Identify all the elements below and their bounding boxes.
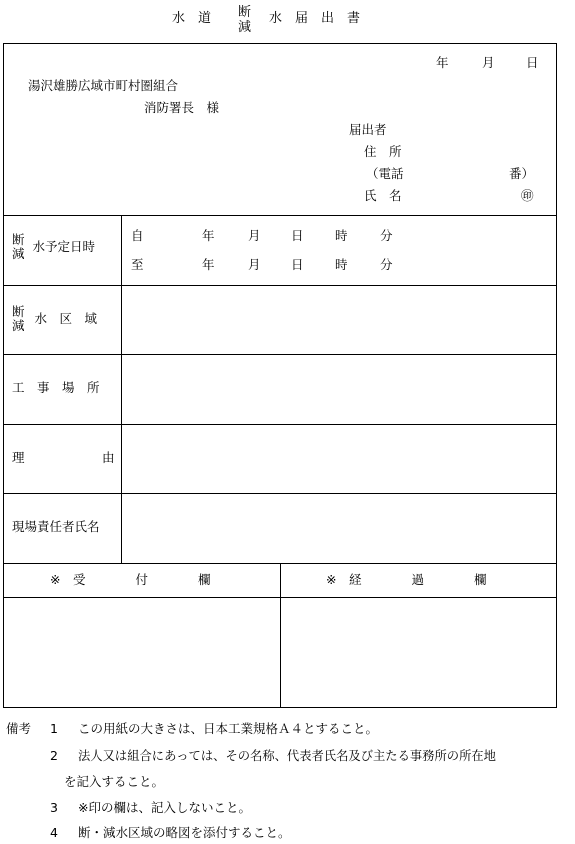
notes-heading: 備考	[6, 721, 32, 736]
phone-close-label: 番）	[509, 166, 535, 181]
schedule-to-day: 日	[291, 257, 304, 272]
schedule-label	[12, 233, 95, 262]
receipt-column-header: ※ 受 付 欄	[50, 572, 211, 587]
schedule-stack-top: 断	[12, 232, 25, 247]
schedule-to-hour: 時	[335, 257, 348, 272]
note-3-number: 3	[50, 800, 58, 815]
date-year-label: 年	[436, 55, 449, 70]
divider-header	[4, 215, 556, 216]
progress-box	[281, 598, 556, 707]
area-label	[12, 305, 97, 334]
title-stack-top: 断	[238, 5, 252, 20]
area-stack-bottom: 減	[12, 318, 25, 334]
addressee: 消防署長 様	[144, 100, 220, 115]
title-part2: 水 届 出 書	[269, 11, 361, 26]
note-2-text: 法人又は組合にあっては、その名称、代表者氏名及び主たる事務所の所在地	[78, 749, 496, 763]
area-label-rest: 水 区 域	[34, 311, 98, 327]
schedule-from-minute: 分	[380, 228, 393, 243]
schedule-label-rest: 水予定日時	[32, 239, 96, 255]
note-3-text: ※印の欄は、記入しないこと。	[78, 800, 251, 815]
area-stack-top: 断	[12, 304, 25, 319]
organization-name: 湯沢雄勝広域市町村圏組合	[28, 78, 179, 93]
date-day-label: 日	[526, 55, 539, 70]
schedule-from-day: 日	[291, 228, 304, 243]
note-1-text: この用紙の大きさは、日本工業規格Ａ４とすること。	[78, 721, 379, 736]
progress-column-header: ※ 経 過 欄	[326, 572, 487, 587]
schedule-to: 至	[131, 257, 144, 272]
schedule-from-month: 月	[248, 228, 261, 243]
seal-mark: ㊞	[521, 188, 534, 203]
note-1-number: 1	[50, 721, 58, 736]
site-label: 工 事 場 所	[12, 380, 100, 395]
reason-label-right: 由	[102, 450, 115, 465]
date-month-label: 月	[482, 55, 495, 70]
divider-schedule	[4, 285, 556, 286]
schedule-to-year: 年	[202, 257, 215, 272]
title-stack-bottom: 減	[238, 19, 252, 35]
supervisor-label: 現場責任者氏名	[12, 519, 100, 534]
schedule-stack	[12, 233, 25, 262]
schedule-to-month: 月	[248, 257, 261, 272]
title-part1: 水 道	[172, 11, 212, 26]
divider-area	[4, 354, 556, 355]
schedule-to-minute: 分	[380, 257, 393, 272]
note-2-continued: を記入すること。	[64, 774, 165, 789]
note-4-text: 断・減水区域の略図を添付すること。	[78, 825, 291, 840]
note-2-number: 2	[50, 748, 58, 763]
schedule-stack-bottom: 減	[12, 246, 25, 262]
name-label: 氏 名	[364, 188, 402, 203]
schedule-from-year: 年	[202, 228, 215, 243]
area-stack	[12, 305, 25, 334]
schedule-from-hour: 時	[335, 228, 348, 243]
divider-site	[4, 424, 556, 425]
phone-open-label: （電話	[366, 166, 404, 181]
schedule-from: 自	[131, 228, 144, 243]
title-stacked-chars	[238, 6, 251, 36]
receipt-box	[4, 598, 280, 707]
notification-form	[3, 43, 557, 708]
address-label: 住 所	[364, 144, 402, 159]
reason-label-left: 理	[12, 450, 25, 465]
divider-reason	[4, 493, 556, 494]
note-4-number: 4	[50, 825, 58, 840]
label-column-divider	[121, 215, 122, 563]
applicant-label: 届出者	[349, 122, 387, 137]
